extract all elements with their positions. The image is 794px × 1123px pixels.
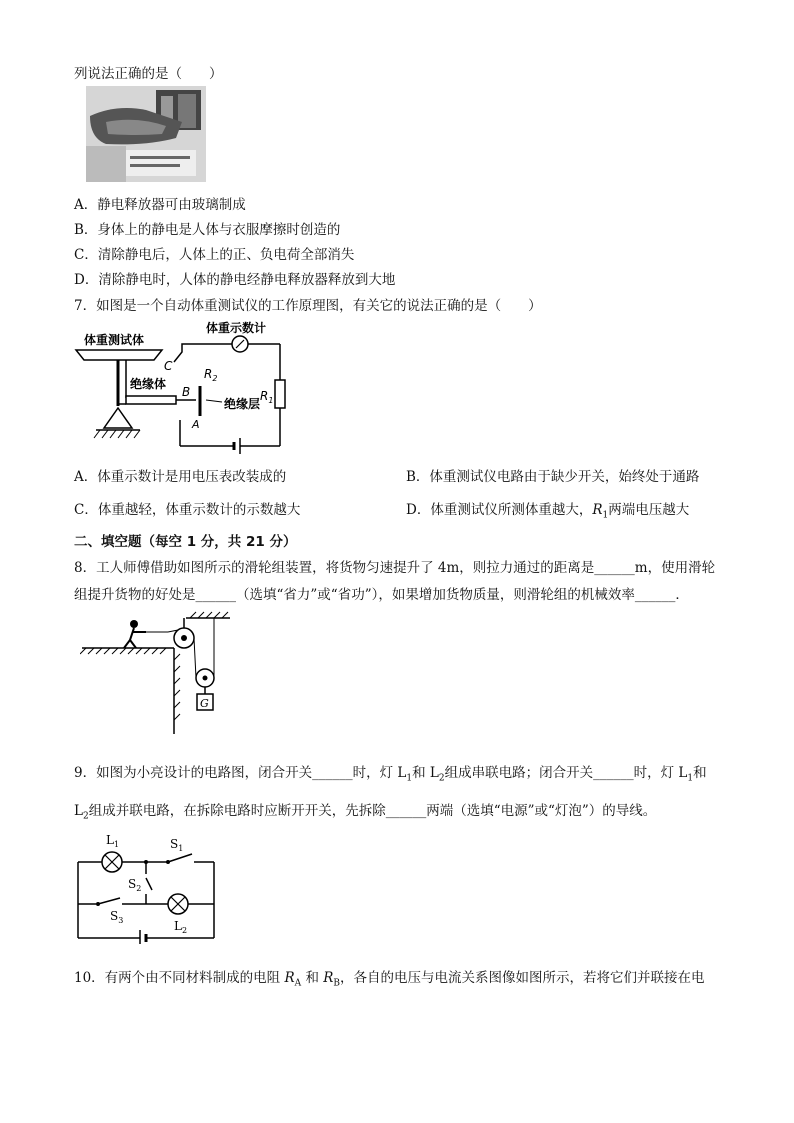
q6-option-c: C．清除静电后，人体上的正、负电荷全部消失 (74, 247, 355, 263)
q7-fig-r2-sub: 2 (212, 374, 218, 383)
q6-stem-tail: 列说法正确的是（ ） (74, 66, 223, 82)
q8-line-2: 组提升货物的好处是______（选填“省力”或“省功”），如果增加货物质量，则滑轮组的机械效率______． (74, 587, 689, 603)
q7-option-a: A．体重示数计是用电压表改装成的 (74, 469, 287, 485)
q7-figure (74, 316, 304, 460)
svg-text:S3: $S_3$ (110, 909, 124, 925)
q9-line-2: $L_2$组成并联电路，在拆除电路时应断开开关，先拆除______两端（选填“电源”或“灯泡”）的导线。 (74, 803, 657, 822)
svg-text:S2: $S_2$ (128, 877, 142, 893)
q7-option-c: C．体重越轻，体重示数计的示数越大 (74, 502, 301, 518)
q6-photo (86, 86, 206, 186)
q7-fig-r1-sub: 1 (268, 396, 274, 405)
q9-fig-s3: S (110, 909, 119, 923)
q7-fig-insulating-layer-label: 绝缘层 (224, 397, 261, 411)
q9-fig-l2: L (174, 919, 182, 933)
q7-fig-r2: R (204, 367, 213, 381)
q7-option-d: D．体重测试仪所测体重越大，$R_1$两端电压越大 (406, 502, 690, 521)
q8-line-1: 8．工人师傅借助如图所示的滑轮组装置，将货物匀速提升了 4m，则拉力通过的距离是______m，使用滑轮 (74, 560, 716, 576)
q9-line-1: 9．如图为小亮设计的电路图，闭合开关______时，灯 $L_1$和 $L_2$组成串联电路；闭合开关______时，灯 $L_1$和 (74, 765, 707, 784)
q7-fig-meter-label: 体重示数计 (206, 321, 267, 335)
q7-fig-label-c: C (164, 359, 173, 373)
q7-fig-r1: R (260, 389, 269, 403)
q7-fig-label-b: B (182, 385, 191, 399)
q9-fig-l1: L (106, 833, 114, 847)
section-fill-blank-title: 二、填空题（每空 1 分，共 21 分） (74, 534, 297, 550)
q7-option-b: B．体重测试仪电路由于缺少开关，始终处于通路 (406, 469, 700, 485)
q9-fig-s2: S (128, 877, 137, 891)
q6-option-d: D．清除静电时，人体的静电经静电释放器释放到大地 (74, 272, 396, 288)
svg-text:R1 (260, 389, 273, 405)
q8-fig-weight-label: G (200, 697, 209, 710)
svg-text:L2: $L_2$ (174, 919, 188, 935)
q7-fig-platform-label: 体重测试体 (84, 333, 145, 347)
svg-text:L1: $L_1$ (106, 833, 120, 849)
q7-stem: 7．如图是一个自动体重测试仪的工作原理图，有关它的说法正确的是（ ） (74, 298, 542, 314)
q6-option-a: A．静电释放器可由玻璃制成 (74, 197, 246, 213)
q6-option-b: B．身体上的静电是人体与衣服摩擦时创造的 (74, 222, 341, 238)
q9-fig-s1: S (170, 837, 179, 851)
svg-text:S1: $S_1$ (170, 837, 184, 853)
svg-text:R2 (204, 367, 217, 383)
q10-line-1: 10．有两个由不同材料制成的电阻 $R_A$ 和 $R_B$，各自的电压与电流关系图像如图所示，若将它们并联接在电 (74, 970, 705, 989)
q7-fig-label-a: A (192, 418, 200, 431)
q8-pulley-figure (80, 610, 250, 740)
q7-fig-insulator-label: 绝缘体 (130, 377, 167, 391)
q9-circuit-figure (74, 828, 224, 948)
